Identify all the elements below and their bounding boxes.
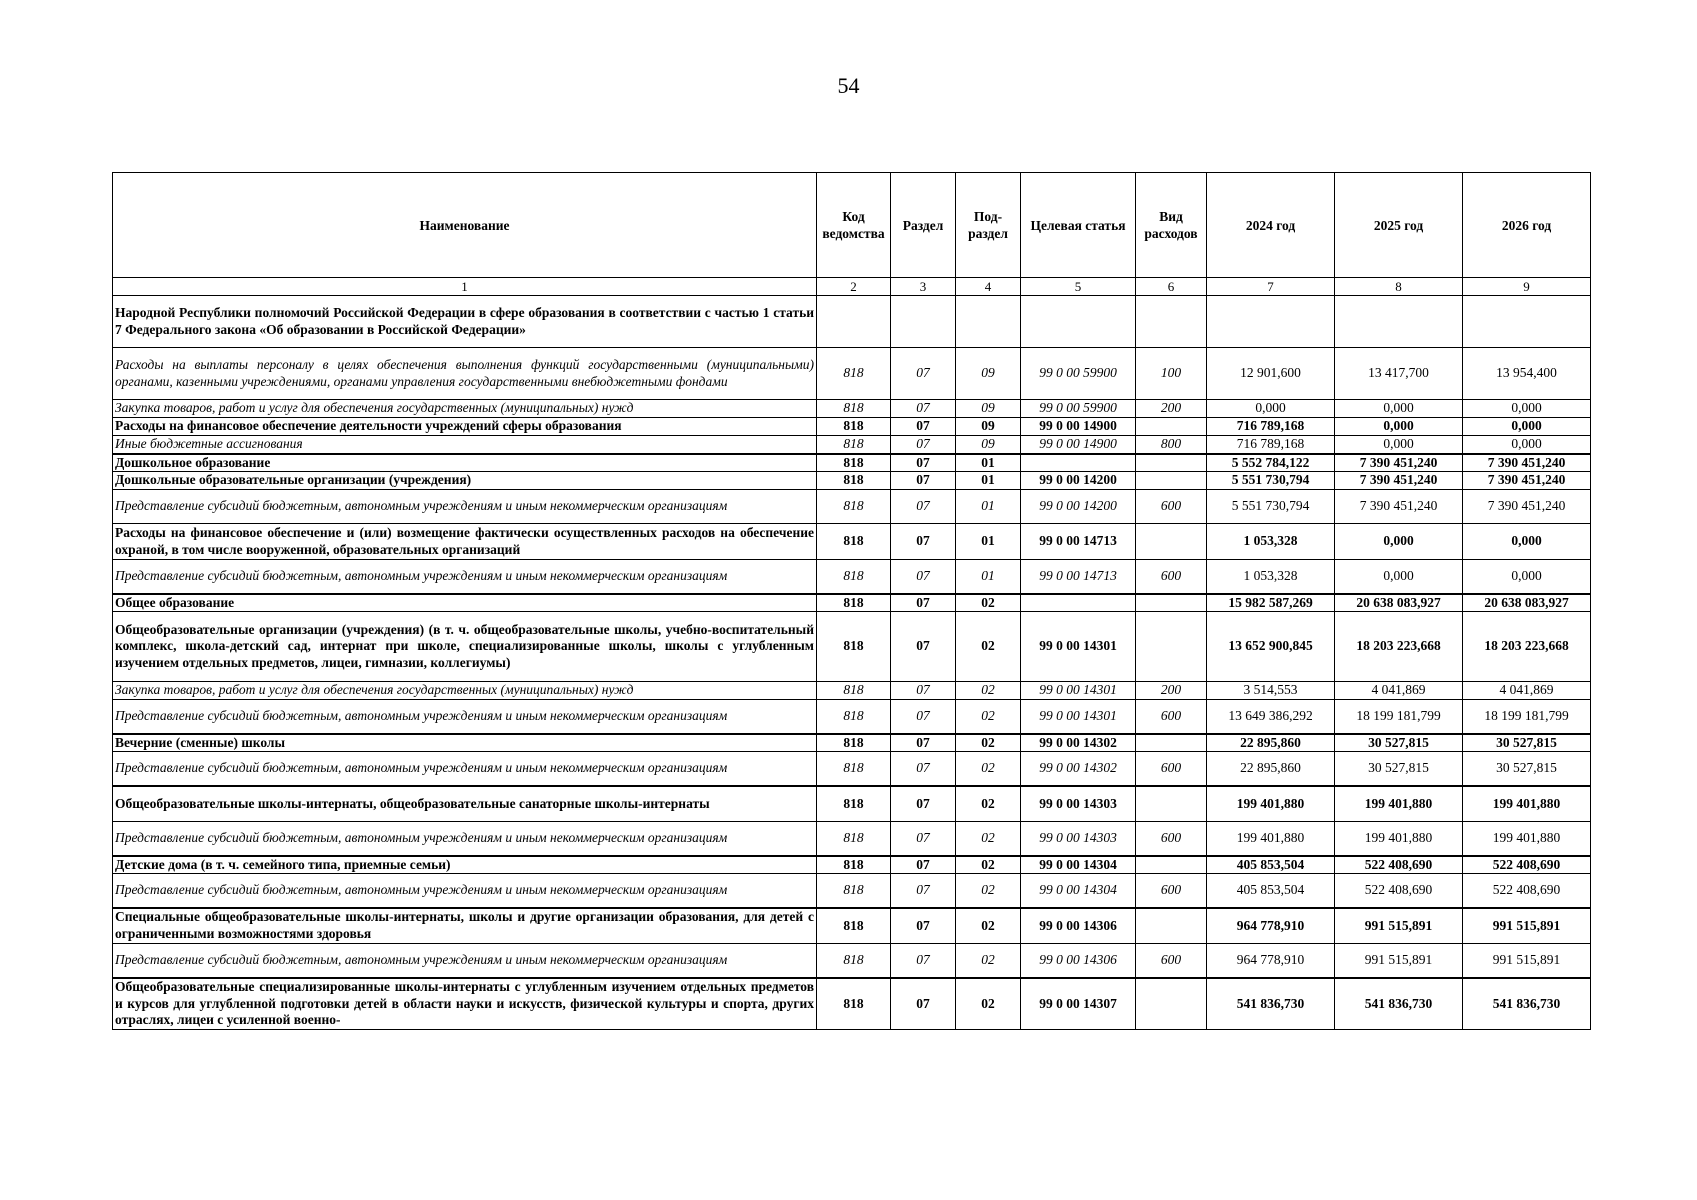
row-subsection: 09 xyxy=(956,348,1021,400)
header-year-2024: 2024 год xyxy=(1207,173,1335,278)
row-amount-2026: 30 527,815 xyxy=(1463,734,1591,752)
row-section: 07 xyxy=(891,978,956,1030)
row-name: Специальные общеобразовательные школы-интернаты, школы и другие организации образования, для детей с ограниченными возможностями здоровья xyxy=(113,908,817,944)
row-amount-2024: 15 982 587,269 xyxy=(1207,594,1335,612)
row-amount-2026: 13 954,400 xyxy=(1463,348,1591,400)
row-expense-type: 600 xyxy=(1136,944,1207,978)
row-expense-type: 600 xyxy=(1136,822,1207,856)
table-row xyxy=(113,560,1591,594)
row-expense-type: 800 xyxy=(1136,436,1207,454)
row-amount-2024: 199 401,880 xyxy=(1207,822,1335,856)
row-name: Представление субсидий бюджетным, автономным учреждениям и иным некоммерческим организациям xyxy=(113,874,817,908)
row-section: 07 xyxy=(891,594,956,612)
row-section: 07 xyxy=(891,752,956,786)
row-amount-2025: 0,000 xyxy=(1335,436,1463,454)
row-amount-2025: 991 515,891 xyxy=(1335,944,1463,978)
row-department-code: 818 xyxy=(817,594,891,612)
header-subsection: Под-раздел xyxy=(956,173,1021,278)
row-section: 07 xyxy=(891,944,956,978)
row-subsection: 01 xyxy=(956,454,1021,472)
row-target-article: 99 0 00 14301 xyxy=(1021,682,1136,700)
row-section: 07 xyxy=(891,682,956,700)
row-amount-2026: 0,000 xyxy=(1463,400,1591,418)
budget-table xyxy=(112,172,1591,1030)
row-amount-2024: 1 053,328 xyxy=(1207,524,1335,560)
table-row xyxy=(113,524,1591,560)
row-department-code: 818 xyxy=(817,524,891,560)
row-amount-2024: 1 053,328 xyxy=(1207,560,1335,594)
column-number: 7 xyxy=(1207,278,1335,296)
row-amount-2025: 7 390 451,240 xyxy=(1335,454,1463,472)
row-expense-type xyxy=(1136,472,1207,490)
row-amount-2026: 522 408,690 xyxy=(1463,856,1591,874)
row-subsection: 01 xyxy=(956,472,1021,490)
row-amount-2025: 0,000 xyxy=(1335,418,1463,436)
row-name: Вечерние (сменные) школы xyxy=(113,734,817,752)
row-target-article xyxy=(1021,454,1136,472)
row-amount-2024: 405 853,504 xyxy=(1207,874,1335,908)
row-expense-type xyxy=(1136,786,1207,822)
row-amount-2024: 22 895,860 xyxy=(1207,752,1335,786)
row-section: 07 xyxy=(891,908,956,944)
table-row xyxy=(113,418,1591,436)
row-amount-2024: 5 551 730,794 xyxy=(1207,472,1335,490)
row-department-code: 818 xyxy=(817,348,891,400)
row-amount-2024: 964 778,910 xyxy=(1207,944,1335,978)
row-amount-2024: 199 401,880 xyxy=(1207,786,1335,822)
row-name: Расходы на выплаты персоналу в целях обеспечения выполнения функций государственными (муниципальными) органами, казенными учреждениями, органами управления государственными внебюджетными фондами xyxy=(113,348,817,400)
row-target-article: 99 0 00 14302 xyxy=(1021,734,1136,752)
row-subsection: 02 xyxy=(956,612,1021,682)
row-name: Общеобразовательные специализированные школы-интернаты с углубленным изучением отдельных предметов и курсов для углубленной подготовки детей в области науки и искусств, физической культуры и спорта, других отраслях, лицеи с усиленной военно- xyxy=(113,978,817,1030)
row-amount-2024: 5 551 730,794 xyxy=(1207,490,1335,524)
row-amount-2025: 199 401,880 xyxy=(1335,786,1463,822)
row-amount-2025: 20 638 083,927 xyxy=(1335,594,1463,612)
table-row xyxy=(113,472,1591,490)
row-target-article: 99 0 00 14306 xyxy=(1021,908,1136,944)
row-department-code: 818 xyxy=(817,418,891,436)
row-amount-2026: 199 401,880 xyxy=(1463,786,1591,822)
row-expense-type xyxy=(1136,612,1207,682)
column-number: 1 xyxy=(113,278,817,296)
row-section: 07 xyxy=(891,822,956,856)
row-subsection: 02 xyxy=(956,874,1021,908)
column-number: 4 xyxy=(956,278,1021,296)
row-name: Детские дома (в т. ч. семейного типа, приемные семьи) xyxy=(113,856,817,874)
row-amount-2024: 0,000 xyxy=(1207,400,1335,418)
table-row xyxy=(113,856,1591,874)
row-department-code: 818 xyxy=(817,908,891,944)
row-department-code: 818 xyxy=(817,472,891,490)
row-department-code: 818 xyxy=(817,436,891,454)
row-subsection: 02 xyxy=(956,700,1021,734)
row-expense-type: 600 xyxy=(1136,560,1207,594)
row-section: 07 xyxy=(891,454,956,472)
row-amount-2026: 199 401,880 xyxy=(1463,822,1591,856)
column-number: 6 xyxy=(1136,278,1207,296)
row-amount-2025: 13 417,700 xyxy=(1335,348,1463,400)
table-row xyxy=(113,682,1591,700)
row-department-code: 818 xyxy=(817,490,891,524)
row-department-code: 818 xyxy=(817,734,891,752)
row-target-article: 99 0 00 14200 xyxy=(1021,490,1136,524)
row-expense-type xyxy=(1136,908,1207,944)
row-amount-2026: 30 527,815 xyxy=(1463,752,1591,786)
table-row xyxy=(113,822,1591,856)
table-row xyxy=(113,490,1591,524)
row-subsection: 01 xyxy=(956,560,1021,594)
row-subsection: 09 xyxy=(956,418,1021,436)
row-amount-2026: 18 203 223,668 xyxy=(1463,612,1591,682)
row-target-article: 99 0 00 14304 xyxy=(1021,874,1136,908)
row-amount-2026: 0,000 xyxy=(1463,560,1591,594)
table-row xyxy=(113,908,1591,944)
row-name: Общеобразовательные организации (учреждения) (в т. ч. общеобразовательные школы, учебно-воспитательный комплекс, школа-детский сад, интернат при школе, специализированные школы, школы с углубленным изучением отдельных предметов, лицеи, гимназии, коллегиумы) xyxy=(113,612,817,682)
row-amount-2026: 0,000 xyxy=(1463,524,1591,560)
header-section: Раздел xyxy=(891,173,956,278)
column-number: 3 xyxy=(891,278,956,296)
row-section: 07 xyxy=(891,400,956,418)
row-section: 07 xyxy=(891,418,956,436)
row-amount-2024: 5 552 784,122 xyxy=(1207,454,1335,472)
row-target-article: 99 0 00 14713 xyxy=(1021,560,1136,594)
column-number: 2 xyxy=(817,278,891,296)
row-section xyxy=(891,296,956,348)
row-target-article: 99 0 00 14306 xyxy=(1021,944,1136,978)
row-subsection: 02 xyxy=(956,944,1021,978)
row-department-code: 818 xyxy=(817,454,891,472)
row-amount-2026: 522 408,690 xyxy=(1463,874,1591,908)
row-section: 07 xyxy=(891,786,956,822)
row-target-article xyxy=(1021,594,1136,612)
row-amount-2024: 13 649 386,292 xyxy=(1207,700,1335,734)
header-department-code: Код ведомства xyxy=(817,173,891,278)
row-amount-2025: 522 408,690 xyxy=(1335,874,1463,908)
row-name: Дошкольные образовательные организации (учреждения) xyxy=(113,472,817,490)
row-target-article: 99 0 00 14303 xyxy=(1021,822,1136,856)
table-row xyxy=(113,978,1591,1030)
row-section: 07 xyxy=(891,524,956,560)
row-department-code: 818 xyxy=(817,856,891,874)
row-subsection: 09 xyxy=(956,400,1021,418)
row-subsection: 02 xyxy=(956,594,1021,612)
row-department-code: 818 xyxy=(817,400,891,418)
row-amount-2024: 12 901,600 xyxy=(1207,348,1335,400)
row-name: Представление субсидий бюджетным, автономным учреждениям и иным некоммерческим организациям xyxy=(113,560,817,594)
row-amount-2024: 716 789,168 xyxy=(1207,436,1335,454)
row-name: Народной Республики полномочий Российской Федерации в сфере образования в соответствии с частью 1 статьи 7 Федерального закона «Об образовании в Российской Федерации» xyxy=(113,296,817,348)
row-name: Закупка товаров, работ и услуг для обеспечения государственных (муниципальных) нужд xyxy=(113,400,817,418)
table-row xyxy=(113,436,1591,454)
column-number: 5 xyxy=(1021,278,1136,296)
table-row xyxy=(113,400,1591,418)
row-name: Представление субсидий бюджетным, автономным учреждениям и иным некоммерческим организациям xyxy=(113,490,817,524)
row-expense-type xyxy=(1136,524,1207,560)
row-department-code: 818 xyxy=(817,752,891,786)
row-expense-type: 600 xyxy=(1136,490,1207,524)
table-row xyxy=(113,874,1591,908)
row-target-article: 99 0 00 14304 xyxy=(1021,856,1136,874)
table-row xyxy=(113,786,1591,822)
row-amount-2026: 4 041,869 xyxy=(1463,682,1591,700)
row-subsection: 01 xyxy=(956,524,1021,560)
column-number: 9 xyxy=(1463,278,1591,296)
row-target-article: 99 0 00 14713 xyxy=(1021,524,1136,560)
row-expense-type: 600 xyxy=(1136,752,1207,786)
row-section: 07 xyxy=(891,734,956,752)
row-expense-type xyxy=(1136,594,1207,612)
row-amount-2025 xyxy=(1335,296,1463,348)
row-amount-2025: 7 390 451,240 xyxy=(1335,490,1463,524)
row-subsection: 02 xyxy=(956,734,1021,752)
row-amount-2025: 0,000 xyxy=(1335,400,1463,418)
row-amount-2024: 541 836,730 xyxy=(1207,978,1335,1030)
row-subsection: 02 xyxy=(956,786,1021,822)
row-subsection: 02 xyxy=(956,822,1021,856)
row-amount-2026: 541 836,730 xyxy=(1463,978,1591,1030)
row-name: Представление субсидий бюджетным, автономным учреждениям и иным некоммерческим организациям xyxy=(113,822,817,856)
column-number-row xyxy=(113,278,1591,296)
row-amount-2024 xyxy=(1207,296,1335,348)
row-subsection: 02 xyxy=(956,908,1021,944)
row-amount-2026 xyxy=(1463,296,1591,348)
table-row xyxy=(113,348,1591,400)
row-department-code: 818 xyxy=(817,612,891,682)
row-section: 07 xyxy=(891,348,956,400)
row-amount-2025: 522 408,690 xyxy=(1335,856,1463,874)
row-amount-2024: 405 853,504 xyxy=(1207,856,1335,874)
row-expense-type: 600 xyxy=(1136,700,1207,734)
row-subsection: 09 xyxy=(956,436,1021,454)
row-target-article: 99 0 00 14301 xyxy=(1021,700,1136,734)
row-amount-2025: 4 041,869 xyxy=(1335,682,1463,700)
row-department-code: 818 xyxy=(817,700,891,734)
row-name: Иные бюджетные ассигнования xyxy=(113,436,817,454)
row-target-article: 99 0 00 59900 xyxy=(1021,348,1136,400)
page-number: 54 xyxy=(837,73,860,98)
row-subsection: 02 xyxy=(956,752,1021,786)
table-row xyxy=(113,454,1591,472)
row-subsection xyxy=(956,296,1021,348)
row-amount-2025: 18 199 181,799 xyxy=(1335,700,1463,734)
row-amount-2026: 7 390 451,240 xyxy=(1463,490,1591,524)
row-department-code: 818 xyxy=(817,978,891,1030)
row-amount-2024: 13 652 900,845 xyxy=(1207,612,1335,682)
row-section: 07 xyxy=(891,472,956,490)
row-section: 07 xyxy=(891,436,956,454)
row-amount-2025: 30 527,815 xyxy=(1335,752,1463,786)
row-amount-2026: 991 515,891 xyxy=(1463,944,1591,978)
row-amount-2026: 7 390 451,240 xyxy=(1463,454,1591,472)
row-expense-type xyxy=(1136,454,1207,472)
row-department-code: 818 xyxy=(817,822,891,856)
row-target-article: 99 0 00 14900 xyxy=(1021,418,1136,436)
table-row xyxy=(113,296,1591,348)
row-target-article: 99 0 00 14900 xyxy=(1021,436,1136,454)
table-body xyxy=(113,296,1591,1030)
row-amount-2026: 991 515,891 xyxy=(1463,908,1591,944)
row-amount-2025: 199 401,880 xyxy=(1335,822,1463,856)
row-section: 07 xyxy=(891,856,956,874)
row-amount-2025: 18 203 223,668 xyxy=(1335,612,1463,682)
row-section: 07 xyxy=(891,612,956,682)
row-expense-type xyxy=(1136,418,1207,436)
table-row xyxy=(113,594,1591,612)
row-expense-type: 600 xyxy=(1136,874,1207,908)
header-row xyxy=(113,173,1591,278)
table-row xyxy=(113,944,1591,978)
row-expense-type xyxy=(1136,856,1207,874)
row-department-code: 818 xyxy=(817,560,891,594)
row-name: Представление субсидий бюджетным, автономным учреждениям и иным некоммерческим организациям xyxy=(113,700,817,734)
row-amount-2024: 22 895,860 xyxy=(1207,734,1335,752)
row-name: Представление субсидий бюджетным, автономным учреждениям и иным некоммерческим организациям xyxy=(113,944,817,978)
row-amount-2024: 716 789,168 xyxy=(1207,418,1335,436)
table-row xyxy=(113,752,1591,786)
row-subsection: 02 xyxy=(956,856,1021,874)
row-expense-type: 100 xyxy=(1136,348,1207,400)
row-expense-type xyxy=(1136,296,1207,348)
row-target-article: 99 0 00 14307 xyxy=(1021,978,1136,1030)
row-subsection: 01 xyxy=(956,490,1021,524)
row-target-article: 99 0 00 14302 xyxy=(1021,752,1136,786)
row-amount-2025: 0,000 xyxy=(1335,560,1463,594)
table-row xyxy=(113,700,1591,734)
row-amount-2025: 30 527,815 xyxy=(1335,734,1463,752)
row-name: Дошкольное образование xyxy=(113,454,817,472)
table-row xyxy=(113,612,1591,682)
row-amount-2024: 3 514,553 xyxy=(1207,682,1335,700)
row-target-article: 99 0 00 59900 xyxy=(1021,400,1136,418)
row-amount-2025: 541 836,730 xyxy=(1335,978,1463,1030)
row-expense-type xyxy=(1136,734,1207,752)
row-amount-2025: 991 515,891 xyxy=(1335,908,1463,944)
row-section: 07 xyxy=(891,560,956,594)
row-target-article: 99 0 00 14303 xyxy=(1021,786,1136,822)
row-section: 07 xyxy=(891,874,956,908)
row-section: 07 xyxy=(891,490,956,524)
row-target-article: 99 0 00 14200 xyxy=(1021,472,1136,490)
row-subsection: 02 xyxy=(956,978,1021,1030)
row-target-article: 99 0 00 14301 xyxy=(1021,612,1136,682)
row-department-code: 818 xyxy=(817,786,891,822)
row-department-code xyxy=(817,296,891,348)
header-name: Наименование xyxy=(113,173,817,278)
row-expense-type xyxy=(1136,978,1207,1030)
row-name: Общее образование xyxy=(113,594,817,612)
row-name: Представление субсидий бюджетным, автономным учреждениям и иным некоммерческим организациям xyxy=(113,752,817,786)
row-amount-2026: 0,000 xyxy=(1463,418,1591,436)
row-amount-2024: 964 778,910 xyxy=(1207,908,1335,944)
header-expense-type: Вид расходов xyxy=(1136,173,1207,278)
column-number: 8 xyxy=(1335,278,1463,296)
row-department-code: 818 xyxy=(817,874,891,908)
header-year-2026: 2026 год xyxy=(1463,173,1591,278)
row-section: 07 xyxy=(891,700,956,734)
row-amount-2026: 18 199 181,799 xyxy=(1463,700,1591,734)
row-amount-2026: 0,000 xyxy=(1463,436,1591,454)
row-amount-2025: 7 390 451,240 xyxy=(1335,472,1463,490)
row-target-article xyxy=(1021,296,1136,348)
row-subsection: 02 xyxy=(956,682,1021,700)
table-row xyxy=(113,734,1591,752)
row-amount-2026: 7 390 451,240 xyxy=(1463,472,1591,490)
row-name: Общеобразовательные школы-интернаты, общеобразовательные санаторные школы-интернаты xyxy=(113,786,817,822)
row-department-code: 818 xyxy=(817,944,891,978)
row-amount-2025: 0,000 xyxy=(1335,524,1463,560)
row-amount-2026: 20 638 083,927 xyxy=(1463,594,1591,612)
row-expense-type: 200 xyxy=(1136,682,1207,700)
header-target-article: Целевая статья xyxy=(1021,173,1136,278)
row-name: Расходы на финансовое обеспечение и (или) возмещение фактически осуществленных расходов на обеспечение охраной, в том числе вооруженной, образовательных организаций xyxy=(113,524,817,560)
header-year-2025: 2025 год xyxy=(1335,173,1463,278)
row-name: Расходы на финансовое обеспечение деятельности учреждений сферы образования xyxy=(113,418,817,436)
row-department-code: 818 xyxy=(817,682,891,700)
row-expense-type: 200 xyxy=(1136,400,1207,418)
row-name: Закупка товаров, работ и услуг для обеспечения государственных (муниципальных) нужд xyxy=(113,682,817,700)
